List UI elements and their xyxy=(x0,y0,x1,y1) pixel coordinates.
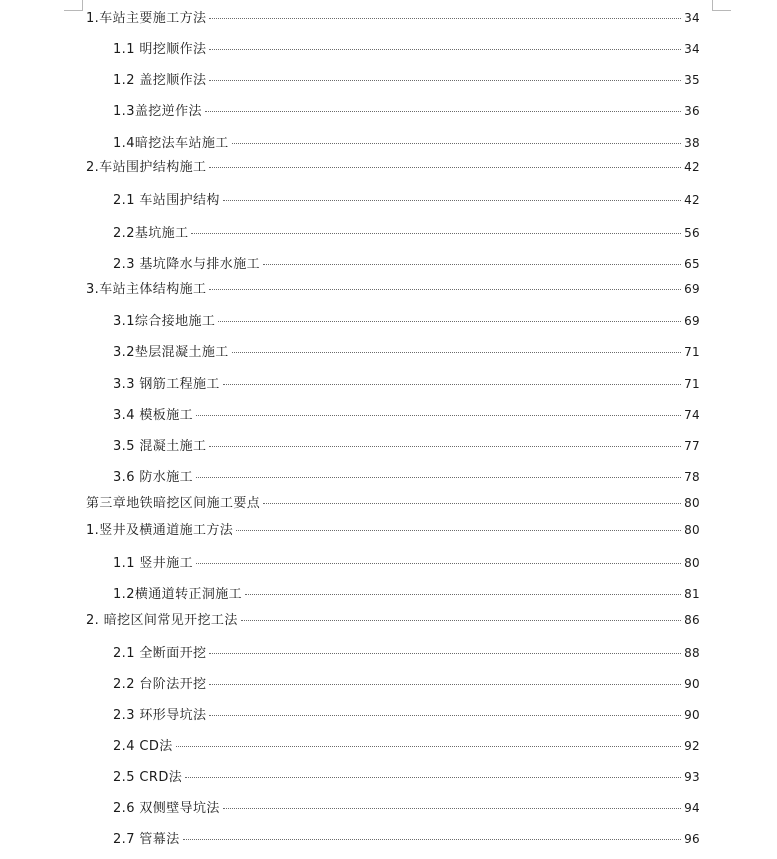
toc-entry[interactable] xyxy=(113,224,700,242)
toc-page-number: 80 xyxy=(684,556,700,570)
toc-dot-leader xyxy=(185,777,681,778)
toc-entry-label: 2.4 CD法 xyxy=(113,739,173,754)
toc-page-number: 92 xyxy=(684,739,700,753)
toc-entry-label: 2.5 CRD法 xyxy=(113,770,183,785)
toc-page-number: 80 xyxy=(684,496,700,510)
toc-entry-label: 2.3 基坑降水与排水施工 xyxy=(113,257,261,272)
toc-entry[interactable] xyxy=(113,134,700,152)
toc-entry-label: 3.车站主体结构施工 xyxy=(86,282,207,297)
toc-page-number: 93 xyxy=(684,770,700,784)
toc-dot-leader xyxy=(209,715,681,716)
toc-dot-leader xyxy=(245,594,681,595)
toc-dot-leader xyxy=(183,839,682,840)
toc-entry-label: 1.2 盖挖顺作法 xyxy=(113,73,207,88)
toc-page-number: 69 xyxy=(684,282,700,296)
toc-dot-leader xyxy=(196,415,681,416)
toc-entry-label: 1.1 明挖顺作法 xyxy=(113,42,207,57)
toc-page-number: 81 xyxy=(684,587,700,601)
toc-entry[interactable] xyxy=(113,675,700,693)
toc-page-number: 34 xyxy=(684,11,700,25)
toc-entry[interactable] xyxy=(113,312,700,330)
toc-entry[interactable] xyxy=(113,255,700,273)
toc-dot-leader xyxy=(263,503,681,504)
toc-entry-label: 2.6 双侧壁导坑法 xyxy=(113,801,220,816)
toc-dot-leader xyxy=(236,530,681,531)
toc-dot-leader xyxy=(263,264,681,265)
toc-entry-label: 2.3 环形导坑法 xyxy=(113,708,207,723)
toc-dot-leader xyxy=(223,200,681,201)
toc-entry-label: 2.1 车站围护结构 xyxy=(113,193,220,208)
toc-page-number: 94 xyxy=(684,801,700,815)
toc-page-number: 34 xyxy=(684,42,700,56)
toc-page-number: 88 xyxy=(684,646,700,660)
toc-dot-leader xyxy=(223,808,681,809)
toc-entry-label: 1.2横通道转正洞施工 xyxy=(113,587,243,602)
toc-entry[interactable] xyxy=(113,799,700,817)
toc-entry[interactable] xyxy=(113,191,700,209)
toc-entry[interactable] xyxy=(113,737,700,755)
toc-page-number: 78 xyxy=(684,470,700,484)
toc-entry[interactable] xyxy=(113,406,700,424)
toc-page-number: 86 xyxy=(684,613,700,627)
toc-entry-label: 2.1 全断面开挖 xyxy=(113,646,207,661)
toc-entry[interactable] xyxy=(113,706,700,724)
toc-entry[interactable] xyxy=(86,611,700,629)
toc-entry-label: 2. 暗挖区间常见开挖工法 xyxy=(86,613,238,628)
toc-page-number: 71 xyxy=(684,377,700,391)
toc-entry-label: 1.竖井及横通道施工方法 xyxy=(86,523,234,538)
toc-dot-leader xyxy=(196,563,681,564)
toc-entry[interactable] xyxy=(113,768,700,786)
toc-entry[interactable] xyxy=(86,280,700,298)
toc-dot-leader xyxy=(241,620,681,621)
toc-entry-label: 2.7 管幕法 xyxy=(113,832,180,847)
toc-dot-leader xyxy=(209,49,681,50)
toc-entry-label: 第三章地铁暗挖区间施工要点 xyxy=(86,496,261,511)
toc-entry-label: 3.3 钢筋工程施工 xyxy=(113,377,220,392)
toc-entry-label: 3.1综合接地施工 xyxy=(113,314,216,329)
toc-entry[interactable] xyxy=(86,9,700,27)
toc-page-number: 36 xyxy=(684,104,700,118)
toc-page-number: 42 xyxy=(684,160,700,174)
toc-entry[interactable] xyxy=(113,40,700,58)
toc-page-number: 77 xyxy=(684,439,700,453)
toc-entry-label: 3.6 防水施工 xyxy=(113,470,194,485)
toc-entry[interactable] xyxy=(86,494,700,512)
toc-entry[interactable] xyxy=(113,343,700,361)
toc-dot-leader xyxy=(209,653,681,654)
toc-page-number: 90 xyxy=(684,708,700,722)
toc-dot-leader xyxy=(232,143,681,144)
toc-dot-leader xyxy=(196,477,681,478)
toc-page-number: 69 xyxy=(684,314,700,328)
toc-dot-leader xyxy=(209,80,681,81)
toc-entry-label: 1.车站主要施工方法 xyxy=(86,11,207,26)
toc-dot-leader xyxy=(209,446,681,447)
toc-dot-leader xyxy=(209,684,681,685)
toc-entry-label: 3.2垫层混凝土施工 xyxy=(113,345,229,360)
toc-entry[interactable] xyxy=(113,644,700,662)
toc-entry-label: 2.2基坑施工 xyxy=(113,226,189,241)
toc-dot-leader xyxy=(218,321,681,322)
toc-entry[interactable] xyxy=(113,375,700,393)
toc-entry[interactable] xyxy=(113,830,700,848)
toc-entry-label: 2.车站围护结构施工 xyxy=(86,160,207,175)
toc-dot-leader xyxy=(205,111,681,112)
toc-entry-label: 3.5 混凝土施工 xyxy=(113,439,207,454)
toc-page-number: 38 xyxy=(684,136,700,150)
toc-entry-label: 3.4 模板施工 xyxy=(113,408,194,423)
toc-page-number: 80 xyxy=(684,523,700,537)
toc-entry[interactable] xyxy=(113,102,700,120)
toc-entry[interactable] xyxy=(113,585,700,603)
toc-entry[interactable] xyxy=(86,521,700,539)
toc-entry[interactable] xyxy=(86,158,700,176)
toc-entry-label: 1.4暗挖法车站施工 xyxy=(113,136,229,151)
toc-page-number: 65 xyxy=(684,257,700,271)
toc-entry-label: 1.1 竖井施工 xyxy=(113,556,194,571)
toc-dot-leader xyxy=(176,746,681,747)
toc-dot-leader xyxy=(209,289,681,290)
toc-dot-leader xyxy=(191,233,681,234)
toc-page-number: 35 xyxy=(684,73,700,87)
toc-page-number: 90 xyxy=(684,677,700,691)
toc-page-number: 56 xyxy=(684,226,700,240)
toc-page-number: 42 xyxy=(684,193,700,207)
toc-entry[interactable] xyxy=(113,554,700,572)
toc-entry-label: 1.3盖挖逆作法 xyxy=(113,104,202,119)
toc-page-number: 96 xyxy=(684,832,700,846)
toc-page-number: 74 xyxy=(684,408,700,422)
toc-dot-leader xyxy=(209,18,681,19)
toc-entry[interactable] xyxy=(113,71,700,89)
toc-entry-label: 2.2 台阶法开挖 xyxy=(113,677,207,692)
toc-page-number: 71 xyxy=(684,345,700,359)
toc-dot-leader xyxy=(223,384,681,385)
toc-dot-leader xyxy=(209,167,681,168)
toc-entry[interactable] xyxy=(113,468,700,486)
toc-entry[interactable] xyxy=(113,437,700,455)
toc-dot-leader xyxy=(232,352,681,353)
